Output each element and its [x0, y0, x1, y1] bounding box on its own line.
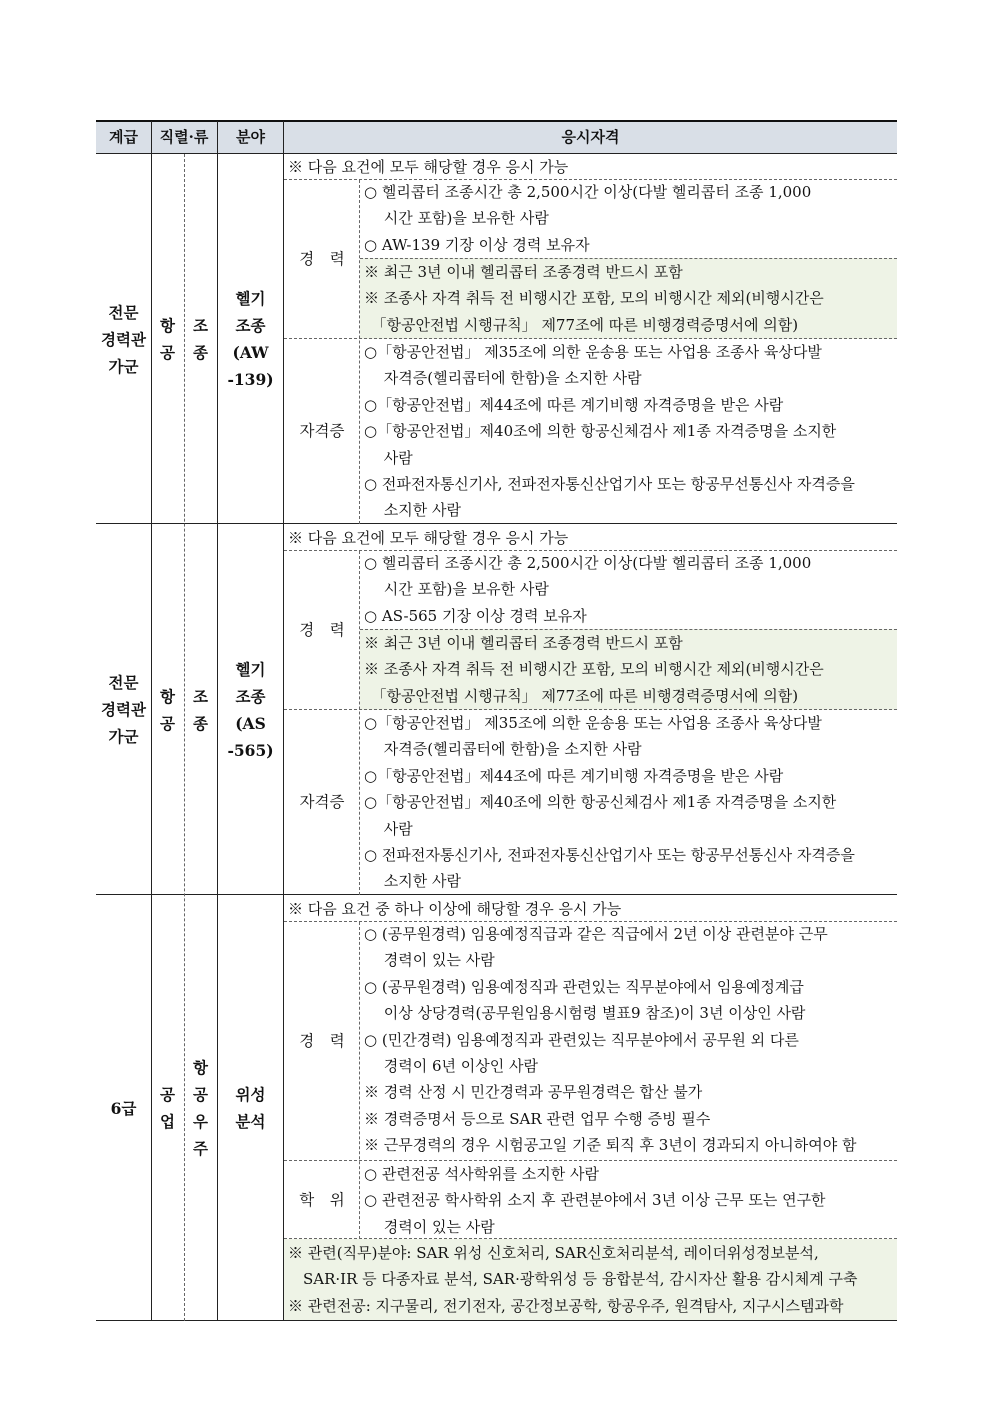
degree-label: 학 위: [299, 1190, 345, 1209]
career-line: 경력이 6년 이상인 사람: [364, 1057, 539, 1076]
grade-text: 가군: [108, 356, 139, 376]
career-note: ※ 조종사 자격 취득 전 비행시간 포함, 모의 비행시간 제외(비행시간은: [364, 289, 824, 308]
series-text: 공: [160, 1085, 175, 1104]
career-line: ○ 헬리콥터 조종시간 총 2,500시간 이상(다발 헬리콥터 조종 1,000: [364, 183, 812, 201]
footer-note: ※ 관련전공: 지구물리, 전기전자, 공간정보공학, 항공우주, 원격탐사, 지구시스템과학: [288, 1296, 844, 1315]
career-note: 「항공안전법 시행규칙」 제77조에 따른 비행경력증명서에 의함): [364, 686, 799, 705]
grade-text: 전문: [108, 302, 139, 322]
class-text: 조: [193, 316, 208, 335]
class-cell: [184, 154, 217, 524]
column-dashed-border: [359, 180, 360, 524]
class-cell: [184, 524, 217, 895]
field-text: (AS: [235, 713, 266, 733]
dashed-divider: [284, 709, 897, 710]
grade-text: 경력관: [101, 700, 146, 719]
dashed-divider: [284, 1160, 897, 1161]
column-border: [217, 121, 218, 1321]
field-text: 헬기: [235, 659, 266, 679]
column-dashed-border: [184, 154, 185, 1321]
header-qualification: 응시자격: [561, 128, 620, 146]
grade-cell: [96, 524, 151, 895]
field-text: -139): [227, 370, 274, 389]
class-text: 조: [193, 686, 208, 706]
dashed-divider: [360, 629, 897, 630]
field-text: 분석: [235, 1112, 266, 1131]
career-line: 시간 포함)을 보유한 사람: [364, 580, 549, 599]
license-line: ○「항공안전법」제44조에 따른 계기비행 자격증명을 받은 사람: [364, 766, 784, 785]
career-label: 경 력: [299, 621, 345, 639]
footer-note: ※ 관련(직무)분야: SAR 위성 신호처리, SAR신호처리분석, 레이더위성정보분석,: [288, 1244, 819, 1262]
career-note: ※ 최근 3년 이내 헬리콥터 조종경력 반드시 포함: [364, 263, 683, 281]
license-label: 자격증: [299, 422, 345, 440]
career-line: ○ (공무원경력) 임용예정직과 관련있는 직무분야에서 임용예정계급: [364, 977, 804, 996]
license-list: [364, 339, 855, 524]
dashed-divider: [360, 258, 897, 259]
career-line: ○ AS-565 기장 이상 경력 보유자: [364, 606, 587, 625]
grade-cell: [96, 895, 151, 1321]
class-text: 종: [193, 343, 208, 362]
license-line: ○「항공안전법」제44조에 따른 계기비행 자격증명을 받은 사람: [364, 395, 784, 414]
field-text: 헬기: [235, 289, 266, 308]
career-line: 경력이 있는 사람: [364, 951, 495, 970]
career-line: ○ 헬리콥터 조종시간 총 2,500시간 이상(다발 헬리콥터 조종 1,000: [364, 554, 812, 572]
career-note: ※ 조종사 자격 취득 전 비행시간 포함, 모의 비행시간 제외(비행시간은: [364, 660, 824, 679]
footer-note: SAR·IR 등 다종자료 분석, SAR·광학위성 등 융합분석, 감시자산 활용 감시체계 구축: [288, 1270, 858, 1289]
grade-text: 전문: [108, 673, 139, 692]
block-intro: ※ 다음 요건에 모두 해당할 경우 응시 가능: [288, 529, 569, 547]
degree-list: [364, 1161, 826, 1240]
field-text: 조종: [235, 686, 266, 706]
series-text: 항: [160, 686, 175, 706]
license-line: ○「항공안전법」제40조에 의한 항공신체검사 제1종 자격증명을 소지한: [364, 422, 837, 441]
degree-line: 경력이 있는 사람: [364, 1217, 495, 1236]
license-label: 자격증: [299, 793, 345, 811]
career-line: 이상 상당경력(공무원임용시험령 별표9 참조)이 3년 이상인 사람: [364, 1004, 806, 1023]
block-intro: ※ 다음 요건에 모두 해당할 경우 응시 가능: [288, 158, 569, 176]
career-line: ※ 경력 산정 시 민간경력과 공무원경력은 합산 불가: [364, 1083, 703, 1102]
footer-notes: [288, 1240, 858, 1319]
column-border: [283, 121, 284, 1321]
dashed-divider: [284, 338, 897, 339]
degree-line: ○ 관련전공 학사학위 소지 후 관련분야에서 3년 이상 근무 또는 연구한: [364, 1191, 826, 1210]
career-line: ○ (민간경력) 임용예정직과 관련있는 직무분야에서 공무원 외 다른: [364, 1030, 799, 1049]
series-cell: [151, 895, 184, 1321]
license-line: ○ 전파전자통신기사, 전파전자통신산업기사 또는 항공무선통신사 자격증을: [364, 846, 855, 865]
career-label: 경 력: [299, 1031, 345, 1050]
license-line: 자격증(헬리콥터에 한함)을 소지한 사람: [364, 369, 642, 388]
license-line: ○ 전파전자통신기사, 전파전자통신산업기사 또는 항공무선통신사 자격증을: [364, 475, 855, 494]
grade-cell: [96, 154, 151, 524]
career-label: 경 력: [299, 250, 345, 268]
header-grade: 계급: [109, 128, 138, 146]
career-line: ※ 경력증명서 등으로 SAR 관련 업무 수행 증빙 필수: [364, 1109, 711, 1128]
career-note: ※ 최근 3년 이내 헬리콥터 조종경력 반드시 포함: [364, 634, 683, 652]
header-field: 분야: [236, 128, 265, 146]
series-text: 항: [160, 316, 175, 335]
grade-text: 경력관: [101, 329, 146, 349]
field-cell: [217, 154, 284, 524]
career-line: ○ AW-139 기장 이상 경력 보유자: [364, 235, 590, 254]
license-line: 사람: [364, 819, 413, 838]
series-cell: [151, 154, 184, 524]
dashed-divider: [284, 550, 897, 551]
career-notes: [364, 259, 824, 338]
class-text: 공: [193, 1085, 208, 1104]
license-line: ○「항공안전법」제40조에 의한 항공신체검사 제1종 자격증명을 소지한: [364, 793, 837, 812]
header-series: 직렬·류: [159, 128, 209, 146]
degree-line: ○ 관련전공 석사학위를 소지한 사람: [364, 1165, 600, 1183]
license-line: ○「항공안전법」 제35조에 의한 운송용 또는 사업용 조종사 육상다발: [364, 714, 822, 732]
field-cell: [217, 524, 284, 895]
field-text: 위성: [235, 1085, 266, 1104]
column-dashed-border: [359, 922, 360, 1239]
career-line: ※ 근무경력의 경우 시험공고일 기준 퇴직 후 3년이 경과되지 아니하여야 함: [364, 1136, 857, 1155]
dashed-divider: [284, 921, 897, 922]
grade-text: 6급: [110, 1098, 137, 1118]
grade-text: 가군: [108, 727, 139, 746]
field-text: -565): [227, 740, 274, 760]
career-note: 「항공안전법 시행규칙」 제77조에 따른 비행경력증명서에 의함): [364, 315, 799, 334]
block-intro: ※ 다음 요건 중 하나 이상에 해당할 경우 응시 가능: [288, 900, 622, 918]
class-text: 종: [193, 713, 208, 733]
series-text: 공: [160, 343, 175, 362]
field-text: (AW: [232, 343, 269, 362]
field-cell: [217, 895, 284, 1321]
license-line: ○「항공안전법」 제35조에 의한 운송용 또는 사업용 조종사 육상다발: [364, 343, 822, 361]
qualification-table: [96, 121, 897, 1321]
career-notes: [364, 630, 824, 709]
dashed-divider: [284, 179, 897, 180]
class-text: 주: [193, 1139, 208, 1158]
dashed-divider: [284, 1238, 897, 1239]
class-cell: [184, 895, 217, 1321]
series-text: 공: [160, 713, 175, 733]
column-dashed-border: [359, 551, 360, 895]
license-line: 소지한 사람: [364, 872, 461, 891]
license-list: [364, 710, 855, 895]
license-line: 소지한 사람: [364, 501, 461, 520]
field-text: 조종: [235, 316, 266, 335]
career-list: [364, 921, 856, 1159]
license-line: 사람: [364, 448, 413, 467]
career-line: ○ (공무원경력) 임용예정직급과 같은 직급에서 2년 이상 관련분야 근무: [364, 925, 828, 943]
series-text: 업: [160, 1112, 175, 1131]
column-border: [151, 121, 152, 1321]
class-text: 항: [193, 1058, 208, 1077]
class-text: 우: [193, 1112, 208, 1131]
career-list: [364, 550, 811, 629]
career-list: [364, 179, 811, 258]
career-line: 시간 포함)을 보유한 사람: [364, 209, 549, 228]
series-cell: [151, 524, 184, 895]
license-line: 자격증(헬리콥터에 한함)을 소지한 사람: [364, 740, 642, 759]
